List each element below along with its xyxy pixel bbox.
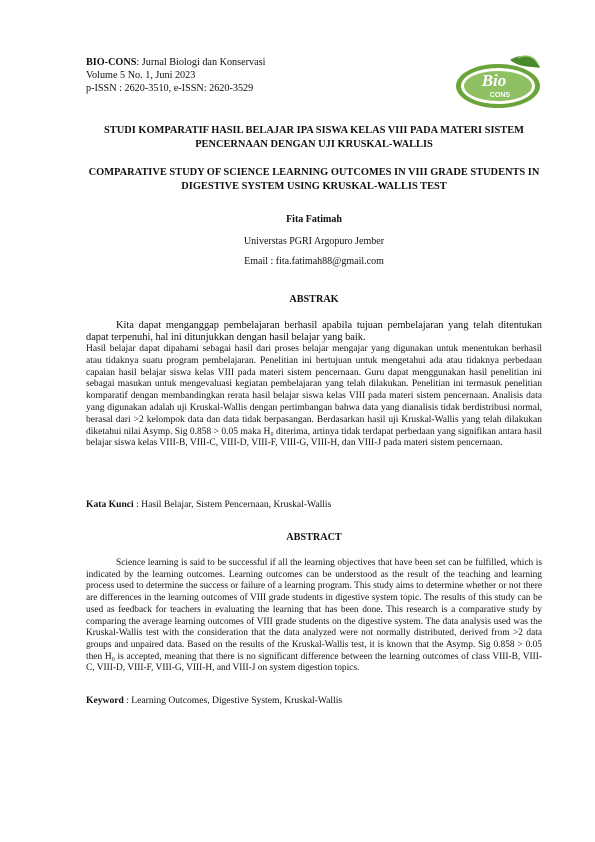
journal-issn: p-ISSN : 2620-3510, e-ISSN: 2620-3529 <box>86 83 254 95</box>
author-email: Email : fita.fatimah88@gmail.com <box>244 256 384 267</box>
abstrak-paragraph-1: Kita dapat menganggap pembelajaran berhasil apabila tujuan pembelajaran yang telah ditentukan dapat terpenuhi, hal ini ditunjukkan dengan hasil belajar yang baik. <box>86 320 542 344</box>
kata-kunci <box>86 499 542 510</box>
keywords-label: Keyword <box>86 695 124 706</box>
logo-text-bio: Bio <box>481 71 507 90</box>
journal-header <box>86 56 265 96</box>
abstract-paragraph: Science learning is said to be successful if all the learning objectives that have been set can be fulfilled, which is indicated by the learning outcomes. Learning outcomes can be understood as the result of the teaching and learning process used to determine the success or failure of a learning program. This study aims to determine whether or not there are differences in the learning outcomes of VIII grade students in digestive system topic. The results of this study can be used as feedback for teachers in evaluating the learning that has been done. This research is a comparative study by comparing the average learning outcomes of VIII grade students on the digestive system. The data analysis used was the Kruskal-Wallis test with the consideration that the data analyzed were not normally distributed, derived from >2 data groups and unpaired data. Based on the results of the Kruskal-Wallis test, it is known that the Asymp. Sig 0.858 > 0.05 then H₀ is accepted, meaning that there is no significant difference between the learning outcomes of class VIII-B, VIII-C, VIII-D, VIII-F, VIII-G, VIII-H, and VIII-J on system digestion topics. <box>86 558 542 674</box>
author-affiliation: Universtas PGRI Argopuro Jember <box>243 236 385 247</box>
journal-volume: Volume 5 No. 1, Juni 2023 <box>86 70 196 82</box>
journal-name: BIO-CONS: Jurnal Biologi dan Konservasi <box>86 57 266 68</box>
keywords-values: : Learning Outcomes, Digestive System, Kruskal-Wallis <box>123 695 343 706</box>
abstract-heading: ABSTRACT <box>286 532 342 543</box>
kata-kunci-values: : Hasil Belajar, Sistem Pencernaan, Kruskal-Wallis <box>133 499 332 510</box>
title-indonesian: STUDI KOMPARATIF HASIL BELAJAR IPA SISWA KELAS VIII PADA MATERI SISTEM PENCERNAAN DENGAN UJI KRUSKAL-WALLIS <box>104 125 524 150</box>
abstrak-heading: ABSTRAK <box>289 294 339 305</box>
abstrak-paragraph-2: Hasil belajar dapat dipahami sebagai hasil dari proses belajar mengajar yang digunakan untuk menentukan berhasil atau tidaknya suatu program pembelajaran. Penelitian ini bertujuan untuk mengetahui ada atau tidaknya perbedaan capaian hasil belajar siswa kelas VIII pada materi sistem pencernaan. Guru dapat menggunakan hasil penelitian ini sebagai masukan untuk mengevaluasi kegiatan pembelajaran yang telah dilakukan. Penelitian ini termasuk penelitian komparatif dengan membandingkan rerata hasil belajar siswa kelas VIII pada materi sistem pencernaan. Analisis data yang digunakan adalah uji Kruskal-Wallis dengan pertimbangan bahwa data yang dianalisis tidak berdistribusi normal, berasal dari >2 kelompok data dan data tidak berpasangan. Berdasarkan hasil uji Kruskal-Wallis yang telah dilakukan diketahui nilai Asymp. Sig 0.858 > 0.05 maka H₀ diterima, artinya tidak terdapat perbedaan yang signifikan antara hasil belajar siswa kelas VIII-B, VIII-C, VIII-D, VIII-F, VIII-G, VIII-H, dan VIII-J pada materi sistem pencernaan. <box>86 344 542 449</box>
title-english: COMPARATIVE STUDY OF SCIENCE LEARNING OUTCOMES IN VIII GRADE STUDENTS IN DIGESTIVE SYSTEM USING KRUSKAL-WALLIS TEST <box>88 167 540 192</box>
keywords <box>86 695 542 706</box>
kata-kunci-label: Kata Kunci <box>86 499 134 510</box>
logo-text-cons: CONS <box>489 92 511 99</box>
author-name: Fita Fatimah <box>286 214 342 225</box>
journal-logo <box>448 50 548 114</box>
